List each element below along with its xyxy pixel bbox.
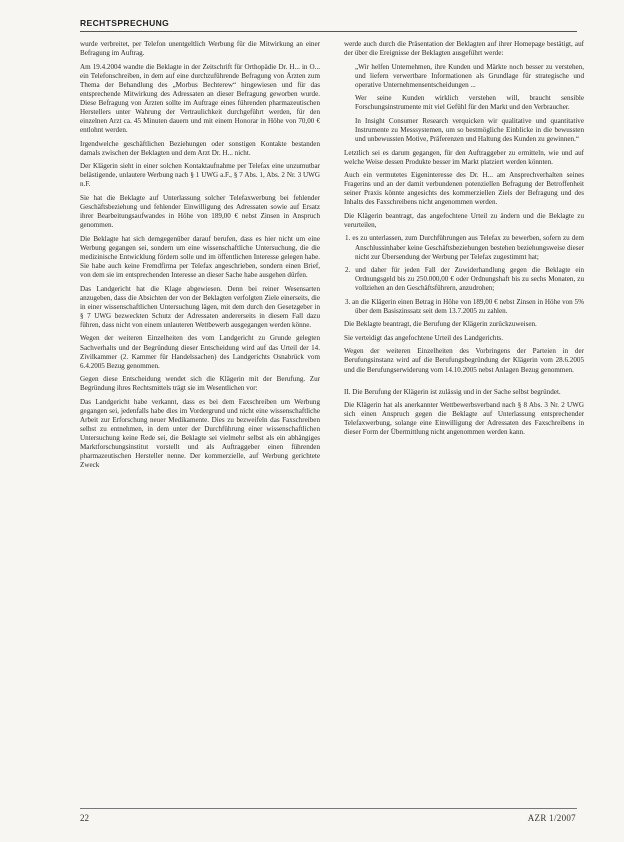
paragraph: Irgendwelche geschäftlichen Beziehungen oder sonstigen Kontakte bestanden damals zwischen der Beklagten und dem Arzt Dr. H... nicht. bbox=[80, 139, 320, 157]
paragraph: Der Klägerin sieht in einer solchen Kontaktaufnahme per Telefax eine unzumutbar belästigende, unlautere Werbung nach § 1 UWG a.F., § 7 Abs. 1, Abs. 2 Nr. 3 UWG n.F. bbox=[80, 162, 320, 189]
paragraph: 3. an die Klägerin einen Betrag in Höhe von 189,00 € nebst Zinsen in Höhe von 5% über dem Basiszinssatz seit dem 13.7.2005 zu zahlen. bbox=[345, 297, 584, 315]
paragraph: Die Klägerin hat als anerkannter Wettbewerbsverband nach § 8 Abs. 3 Nr. 2 UWG sich einen Anspruch gegen die Beklagte auf Unterlassung entsprechender Telefaxwerbung, solange eine Einwilligung der Adressaten des Faxschreibens in dieser Form der Übermittlung nicht angenommen werden kann. bbox=[344, 401, 584, 437]
paragraph: Wegen der weiteren Einzelheiten des Vorbringens der Parteien in der Berufungsinstanz wird auf die Berufungsbegründung der Klägerin vom 28.6.2005 und die Berufungserwiderung vom 14.10.2005 nebst Anlagen Bezug genommen. bbox=[344, 347, 584, 374]
right-column bbox=[344, 40, 584, 442]
paragraph: wurde verbreitet, per Telefon unentgeltlich Werbung für die Mitwirkung an einer Befragung im Auftrag. bbox=[80, 40, 320, 58]
paragraph: II. Die Berufung der Klägerin ist zulässig und in der Sache selbst begründet. bbox=[344, 387, 561, 396]
section-header: RECHTSPRECHUNG bbox=[80, 18, 170, 28]
paragraph: Auch ein vermutetes Eigeninteresse des Dr. H... am Ansprechverhalten seines Fragerins und an der damit verbundenen potenziellen Befragung der Betroffenheit seiner Praxis könnte angesichts des kommerziellen Ziels der Befragung und des Inhalts des Faxschreibens nicht angenommen werden. bbox=[344, 171, 584, 207]
paragraph: Wer seine Kunden wirklich verstehen will, braucht sensible Forschungsinstrumente mit viel Gefühl für den Markt und den Verbraucher. bbox=[355, 94, 584, 112]
paragraph: Das Landgericht habe verkannt, dass es bei dem Faxschreiben um Werbung gegangen sei, jedenfalls habe dies im Vordergrund und nicht eine wissenschaftliche Arbeit zur Erforschung neuer Medikamente. Dies zu bezweifeln das Faxschreiben selbst zu entnehmen, in dem unter der Durchführung einer wissenschaftlichen Untersuchung keine Rede sei, die Beklagte sei vielmehr selbst als ein abhängiges Marktforschungsinstitut vorstellt und als Auftraggeber einen führenden pharmazeutischen Hersteller nenne. Der kommerzielle, auf Werbung gerichtete Zweck bbox=[80, 397, 320, 470]
paragraph: Gegen diese Entscheidung wendet sich die Klägerin mit der Berufung. Zur Begründung ihres Rechtsmittels trägt sie im Wesentlichen vor: bbox=[80, 375, 320, 393]
paragraph: Sie hat die Beklagte auf Unterlassung solcher Telefaxwerbung bei fehlender Geschäftsbeziehung und fehlender Einwilligung des Adressaten sowie auf Ersatz ihrer Bearbeitungsaufwandes in Höhe von 189,00 € nebst Zinsen in Anspruch genommen. bbox=[80, 193, 320, 230]
page-number: 22 bbox=[80, 813, 89, 823]
header-divider bbox=[80, 31, 577, 32]
paragraph: Die Klägerin beantragt, das angefochtene Urteil zu ändern und die Beklagte zu verurteilen, bbox=[344, 211, 584, 229]
paragraph: Letztlich sei es darum gegangen, für den Auftraggeber zu ermitteln, wie und auf welche Weise dessen Produkte besser im Markt platziert werden könnten. bbox=[344, 148, 584, 166]
paragraph: Die Beklagte hat sich demgegenüber darauf berufen, dass es hier nicht um eine Werbung gegangen sei, sondern um eine wissenschaftliche Untersuchung, die die medizinische Entwicklung fördern solle und im öffentlichen Interesse gelegen habe. Sie habe auch keine Fremdfirma per Telefax angeschrieben, sondern einen Brief, von dem sie im entsprechenden Interesse an dieser Sache habe ausgehen dürfen. bbox=[80, 234, 320, 280]
left-column bbox=[80, 40, 320, 475]
paragraph: Sie verteidigt das angefochtene Urteil des Landgerichts. bbox=[344, 333, 503, 342]
footer-divider bbox=[80, 808, 577, 809]
paragraph: Die Beklagte beantragt, die Berufung der Klägerin zurückzuweisen. bbox=[344, 320, 537, 329]
journal-citation: AZR 1/2007 bbox=[527, 813, 576, 823]
paragraph: Das Landgericht hat die Klage abgewiesen. Denn bei reiner Wesensarten anzugeben, dass die Absichten der von der Beklagten verfolgten Ziele einerseits, die in einer wissenschaftlichen Untersuchung lägen, mit dem durch den Gesetzgeber in § 7 UWG bezweckten Schutz der Adressaten andererseits in diesem Fall dazu führen, dass nicht von einem unlauteren Wettbewerb ausgegangen werden könne. bbox=[80, 284, 320, 329]
paragraph: 1. es zu unterlassen, zum Durchführungen aus Telefax zu bewerben, sofern zu dem Anschlussinhaber keine Geschäftsbeziehungen bestehen beziehungsweise dieser nicht zur Übersendung der Werbung per Telefax zugestimmt hat; bbox=[345, 234, 584, 261]
paragraph: 2. und daher für jeden Fall der Zuwiderhandlung gegen die Beklagte ein Ordnungsgeld bis zu 250.000,00 € oder Ordnungshaft bis zu sechs Monaten, zu vollziehen an den Geschäftsführern, anzudrohen; bbox=[345, 266, 584, 293]
paragraph: Wegen der weiteren Einzelheiten des vom Landgericht zu Grunde gelegten Sachverhalts und der Begründung dieser Entscheidung wird auf das Urteil der 14. Zivilkammer (2. Kammer für Handelssachen) des Landgerichts Osnabrück vom 6.4.2005 Bezug genommen. bbox=[80, 334, 320, 370]
paragraph: „Wir helfen Unternehmen, ihre Kunden und Märkte noch besser zu verstehen, und liefern verwertbare Informationen als Grundlage für strategische und operative Unternehmensentscheidungen ... bbox=[355, 62, 584, 89]
paragraph: In Insight Consumer Research verquicken wir qualitative und quantitative Instrumente zu Messsystemen, um so bestmögliche Einblicke in die bewussten und unbewussten Motive, Präferenzen und Haltung des Kunden zu gewinnen.“ bbox=[355, 116, 584, 144]
paragraph: werde auch durch die Präsentation der Beklagten auf ihrer Homepage bestätigt, auf der über die Ereignisse der Beklagten ausgeführt werde: bbox=[344, 40, 584, 58]
paragraph: Am 19.4.2004 wandte die Beklagte in der Zeitschrift für Orthopädie Dr. H... in O... ein Telefonschreiben, in dem auf eine durchzuführende Befragung von Ärzten zum Thema der Behandlung des „Morbus Bechterew“ hingewiesen und für das entsprechende Mitwirkung des Adressaten an dieser Befragung geworben wurde. Diese Befragung von Ärzten sollte im Auftrage eines führenden pharmazeutischen Herstellers unter Wahrung der Vertraulichkeit durchgeführt werden, für den einzelnen Arzt ca. 45 Minuten dauern und mit einem Honorar in Höhe von 70,00 € entlohnt werden. bbox=[80, 62, 320, 135]
